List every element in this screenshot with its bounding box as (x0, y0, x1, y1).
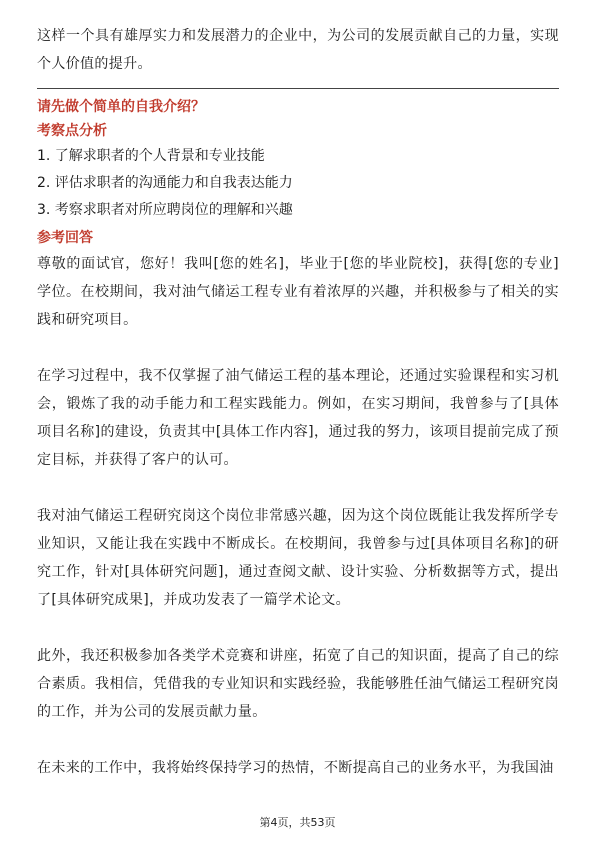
answer-paragraph: 在学习过程中，我不仅掌握了油气储运工程的基本理论，还通过实验课程和实习机会，锻炼了我的动手能力和工程实践能力。例如，在实习期间，我曾参与了[具体项目名称]的建设，负责其中[具体工作内容]，通过我的努力，该项目提前完成了预定目标，并获得了客户的认可。 (37, 368, 559, 468)
analysis-title: 考察点分析 (37, 123, 107, 139)
answer-paragraph: 在未来的工作中，我将始终保持学习的热情，不断提高自己的业务水平，为我国油 (37, 760, 554, 776)
answer-paragraph: 我对油气储运工程研究岗这个岗位非常感兴趣，因为这个岗位既能让我发挥所学专业知识，又能让我在实践中不断成长。在校期间，我曾参与过[具体项目名称]的研究工作，针对[具体研究问题]，通过查阅文献、设计实验、分析数据等方式，提出了[具体研究成果]，并成功发表了一篇学术论文。 (37, 508, 559, 608)
answer-paragraph: 此外，我还积极参加各类学术竞赛和讲座，拓宽了自己的知识面，提高了自己的综合素质。我相信，凭借我的专业知识和实践经验，我能够胜任油气储运工程研究岗的工作，并为公司的发展贡献力量。 (37, 648, 559, 720)
answer-paragraph: 尊敬的面试官，您好！我叫[您的姓名]，毕业于[您的毕业院校]，获得[您的专业]学位。在校期间，我对油气储运工程专业有着浓厚的兴趣，并积极参与了相关的实践和研究项目。 (37, 256, 559, 328)
analysis-point: 1. 了解求职者的个人背景和专业技能 (37, 148, 265, 164)
analysis-point: 3. 考察求职者对所应聘岗位的理解和兴趣 (37, 202, 293, 218)
analysis-points (37, 143, 559, 224)
page-content (37, 22, 559, 782)
paragraph-gap (37, 474, 559, 502)
page-footer: 第4页，共53页 (259, 816, 336, 829)
paragraph-gap (37, 726, 559, 754)
paragraph-gap (37, 614, 559, 642)
paragraph-gap (37, 334, 559, 362)
section-divider (37, 88, 559, 89)
intro-paragraph: 这样一个具有雄厚实力和发展潜力的企业中，为公司的发展贡献自己的力量，实现个人价值的提升。 (37, 28, 559, 72)
analysis-point: 2. 评估求职者的沟通能力和自我表达能力 (37, 175, 293, 191)
question-heading: 请先做个简单的自我介绍？ (37, 99, 205, 115)
answer-title: 参考回答 (37, 230, 93, 246)
